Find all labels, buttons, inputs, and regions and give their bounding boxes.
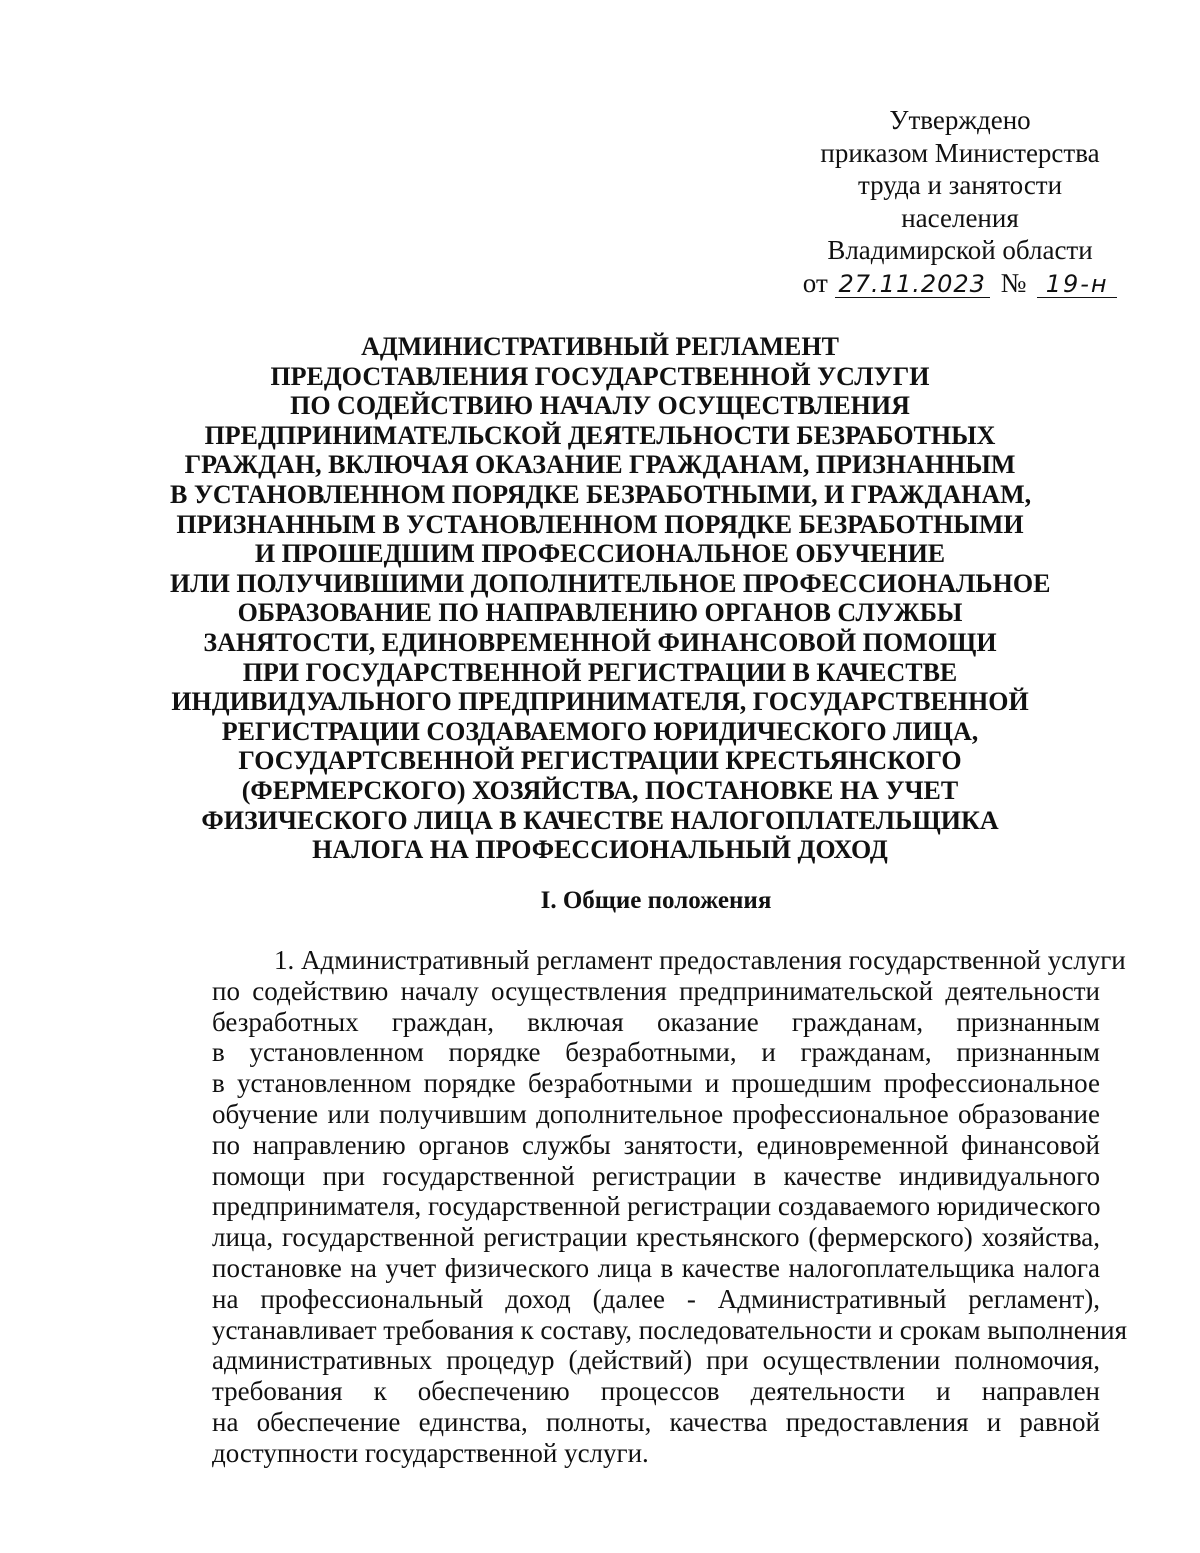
title-line: ОБРАЗОВАНИЕ ПО НАПРАВЛЕНИЮ ОРГАНОВ СЛУЖБЫ xyxy=(237,598,963,628)
order-line xyxy=(800,267,1120,300)
paragraph-line: лица, государственной регистрации крестьянского (фермерского) хозяйства, xyxy=(212,1222,1100,1253)
title-line: (ФЕРМЕРСКОГО) ХОЗЯЙСТВА, ПОСТАНОВКЕ НА УЧЕТ xyxy=(241,775,959,805)
approval-block xyxy=(800,104,1120,299)
paragraph-line: обучение или получившим дополнительное профессиональное образование xyxy=(212,1098,1100,1129)
title-line: В УСТАНОВЛЕННОМ ПОРЯДКЕ БЕЗРАБОТНЫМИ, И ГРАЖДАНАМ, xyxy=(170,479,1032,509)
title-line: РЕГИСТРАЦИИ СОЗДАВАЕМОГО ЮРИДИЧЕСКОГО ЛИЦА, xyxy=(221,716,979,746)
paragraph-line: по содействию началу осуществления предпринимательской деятельности xyxy=(212,975,1100,1006)
paragraph-line: помощи при государственной регистрации в качестве индивидуального xyxy=(212,1160,1100,1191)
title-line: АДМИНИСТРАТИВНЫЙ РЕГЛАМЕНТ xyxy=(361,332,839,361)
paragraph-line: 1. Административный регламент предоставления государственной услуги xyxy=(274,945,1126,975)
title-line: ЗАНЯТОСТИ, ЕДИНОВРЕМЕННОЙ ФИНАНСОВОЙ ПОМОЩИ xyxy=(203,627,997,657)
document-title xyxy=(170,332,1051,865)
paragraph-line: устанавливает требования к составу, последовательности и срокам выполнения xyxy=(212,1314,1128,1345)
title-line: ИНДИВИДУАЛЬНОГО ПРЕДПРИНИМАТЕЛЯ, ГОСУДАРСТВЕННОЙ xyxy=(171,687,1029,717)
paragraph-line: безработных граждан, включая оказание гражданам, признанным xyxy=(212,1006,1100,1037)
title-line: НАЛОГА НА ПРОФЕССИОНАЛЬНЫЙ ДОХОД xyxy=(312,835,888,865)
title-line: ПРЕДПРИНИМАТЕЛЬСКОЙ ДЕЯТЕЛЬНОСТИ БЕЗРАБОТНЫХ xyxy=(204,420,996,450)
paragraph-line: в установленном порядке безработными, и гражданам, признанным xyxy=(212,1037,1100,1068)
paragraph-line: на профессиональный доход (далее - Административный регламент), xyxy=(212,1283,1100,1314)
paragraph-line: в установленном порядке безработными и прошедшим профессиональное xyxy=(212,1068,1100,1099)
title-line: И ПРОШЕДШИМ ПРОФЕССИОНАЛЬНОЕ ОБУЧЕНИЕ xyxy=(254,539,946,569)
approval-line: Утверждено xyxy=(889,105,1031,135)
title-line: ПРИЗНАННЫМ В УСТАНОВЛЕННОМ ПОРЯДКЕ БЕЗРАБОТНЫМИ xyxy=(176,509,1024,539)
order-date-handwritten: 27.11.2023 xyxy=(835,271,990,298)
title-line: ГОСУДАРТСВЕННОЙ РЕГИСТРАЦИИ КРЕСТЬЯНСКОГО xyxy=(238,746,962,776)
approval-line: Владимирской области xyxy=(827,235,1093,265)
order-number-handwritten: 19-н xyxy=(1037,271,1117,298)
section-heading: I. Общие положения xyxy=(540,887,772,914)
title-line: ИЛИ ПОЛУЧИВШИМИ ДОПОЛНИТЕЛЬНОЕ ПРОФЕССИОНАЛЬНОЕ xyxy=(170,568,1051,598)
paragraph-line: требования к обеспечению процессов деятельности и направлен xyxy=(212,1376,1100,1407)
body-paragraph xyxy=(212,945,1128,1469)
title-line: ФИЗИЧЕСКОГО ЛИЦА В КАЧЕСТВЕ НАЛОГОПЛАТЕЛЬЩИКА xyxy=(201,805,999,835)
title-line: ПРИ ГОСУДАРСТВЕННОЙ РЕГИСТРАЦИИ В КАЧЕСТВЕ xyxy=(242,657,958,687)
order-prefix: от xyxy=(802,267,828,298)
paragraph-line: по направлению органов службы занятости, единовременной финансовой xyxy=(212,1129,1100,1160)
paragraph-line: административных процедур (действий) при осуществлении полномочия, xyxy=(212,1345,1100,1376)
title-line: ПРЕДОСТАВЛЕНИЯ ГОСУДАРСТВЕННОЙ УСЛУГИ xyxy=(270,361,930,391)
paragraph-line: доступности государственной услуги. xyxy=(212,1437,649,1468)
title-line: ПО СОДЕЙСТВИЮ НАЧАЛУ ОСУЩЕСТВЛЕНИЯ xyxy=(290,391,910,421)
approval-line: труда и занятости xyxy=(857,170,1063,200)
order-number-sign: № xyxy=(1000,267,1027,298)
paragraph-line: постановке на учет физического лица в качестве налогоплательщика налога xyxy=(212,1252,1100,1283)
title-line: ГРАЖДАН, ВКЛЮЧАЯ ОКАЗАНИЕ ГРАЖДАНАМ, ПРИЗНАННЫМ xyxy=(184,450,1016,480)
paragraph-line: на обеспечение единства, полноты, качества предоставления и равной xyxy=(212,1406,1100,1437)
paragraph-line: предпринимателя, государственной регистрации создаваемого юридического xyxy=(212,1191,1101,1222)
approval-line: населения xyxy=(901,202,1019,233)
approval-line: приказом Министерства xyxy=(820,137,1100,168)
